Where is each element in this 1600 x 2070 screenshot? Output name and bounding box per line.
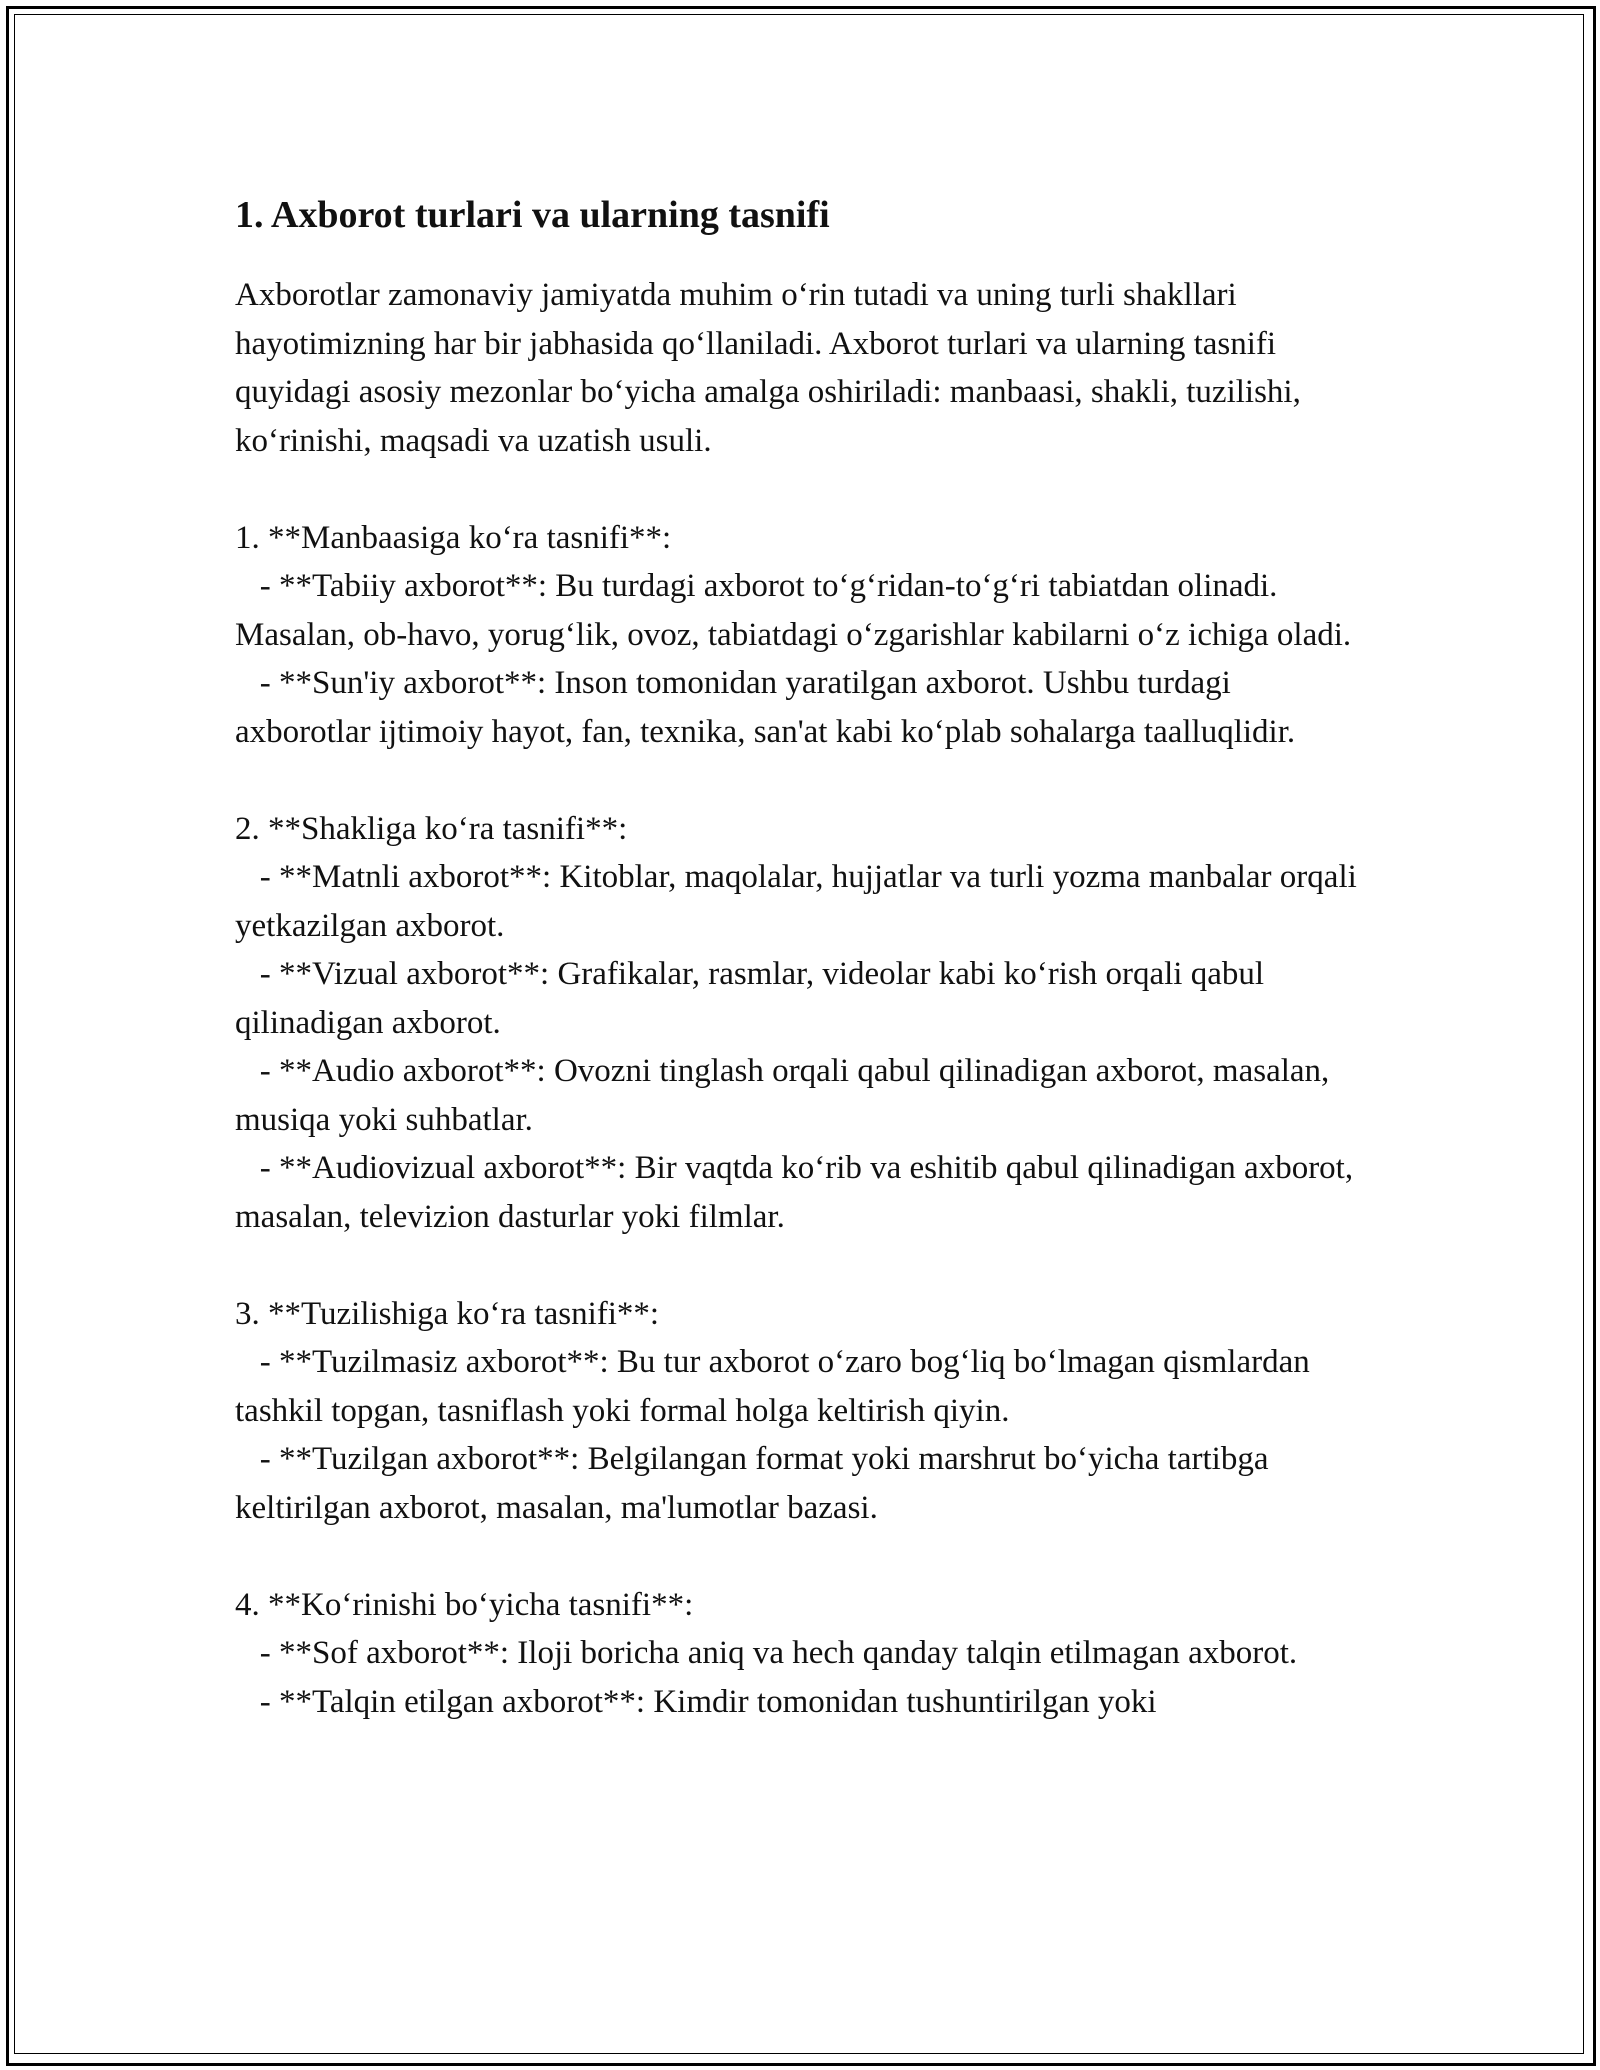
section-heading: 1. **Manbaasiga ko‘ra tasnifi**: <box>235 519 672 556</box>
list-item: - **Matnli axborot**: Kitoblar, maqolalar, hujjatlar va turli yozma manbalar orqali yetkazilgan axborot. <box>235 859 1357 944</box>
list-item: - **Talqin etilgan axborot**: Kimdir tomonidan tushuntirilgan yoki <box>259 1683 1157 1720</box>
section-structure <box>235 1290 1365 1533</box>
list-item: - **Audio axborot**: Ovozni tinglash orqali qabul qilinadigan axborot, masalan, musiqa yoki suhbatlar. <box>235 1053 1330 1138</box>
list-item: - **Tuzilmasiz axborot**: Bu tur axborot o‘zaro bog‘liq bo‘lmagan qismlardan tashkil topgan, tasniflash yoki formal holga keltirish qiyin. <box>235 1344 1310 1429</box>
document-page <box>235 185 1365 1726</box>
section-appearance <box>235 1581 1365 1727</box>
list-item: - **Tabiiy axborot**: Bu turdagi axborot to‘g‘ridan-to‘g‘ri tabiatdan olinadi. Masalan, ob-havo, yorug‘lik, ovoz, tabiatdagi o‘zgarishlar kabilarni o‘z ichiga oladi. <box>235 568 1352 653</box>
document-title: 1. Axborot turlari va ularning tasnifi <box>235 194 830 236</box>
list-item: - **Audiovizual axborot**: Bir vaqtda ko‘rib va eshitib qabul qilinadigan axborot, masalan, televizion dasturlar yoki filmlar. <box>235 1150 1354 1235</box>
list-item: - **Tuzilgan axborot**: Belgilangan format yoki marshrut bo‘yicha tartibga keltirilgan axborot, masalan, ma'lumotlar bazasi. <box>235 1441 1269 1526</box>
list-item: - **Sof axborot**: Iloji boricha aniq va hech qanday talqin etilmagan axborot. <box>259 1635 1298 1671</box>
section-form <box>235 805 1365 1242</box>
section-heading: 2. **Shakliga ko‘ra tasnifi**: <box>235 810 628 847</box>
intro-paragraph: Axborotlar zamonaviy jamiyatda muhim o‘rin tutadi va uning turli shakllari hayotimizning har bir jabhasida qo‘llaniladi. Axborot turlari va ularning tasnifi quyidagi asosiy mezonlar bo‘yicha amalga oshiriladi: manbaasi, shakli, tuzilishi, ko‘rinishi, maqsadi va uzatish usuli. <box>235 277 1301 459</box>
list-item: - **Sun'iy axborot**: Inson tomonidan yaratilgan axborot. Ushbu turdagi axborotlar ijtimoiy hayot, fan, texnika, san'at kabi ko‘plab sohalarga taalluqlidir. <box>235 665 1296 750</box>
section-heading: 4. **Ko‘rinishi bo‘yicha tasnifi**: <box>235 1586 694 1623</box>
list-item: - **Vizual axborot**: Grafikalar, rasmlar, videolar kabi ko‘rish orqali qabul qilinadigan axborot. <box>235 956 1265 1041</box>
section-source <box>235 514 1365 757</box>
section-heading: 3. **Tuzilishiga ko‘ra tasnifi**: <box>235 1295 660 1332</box>
